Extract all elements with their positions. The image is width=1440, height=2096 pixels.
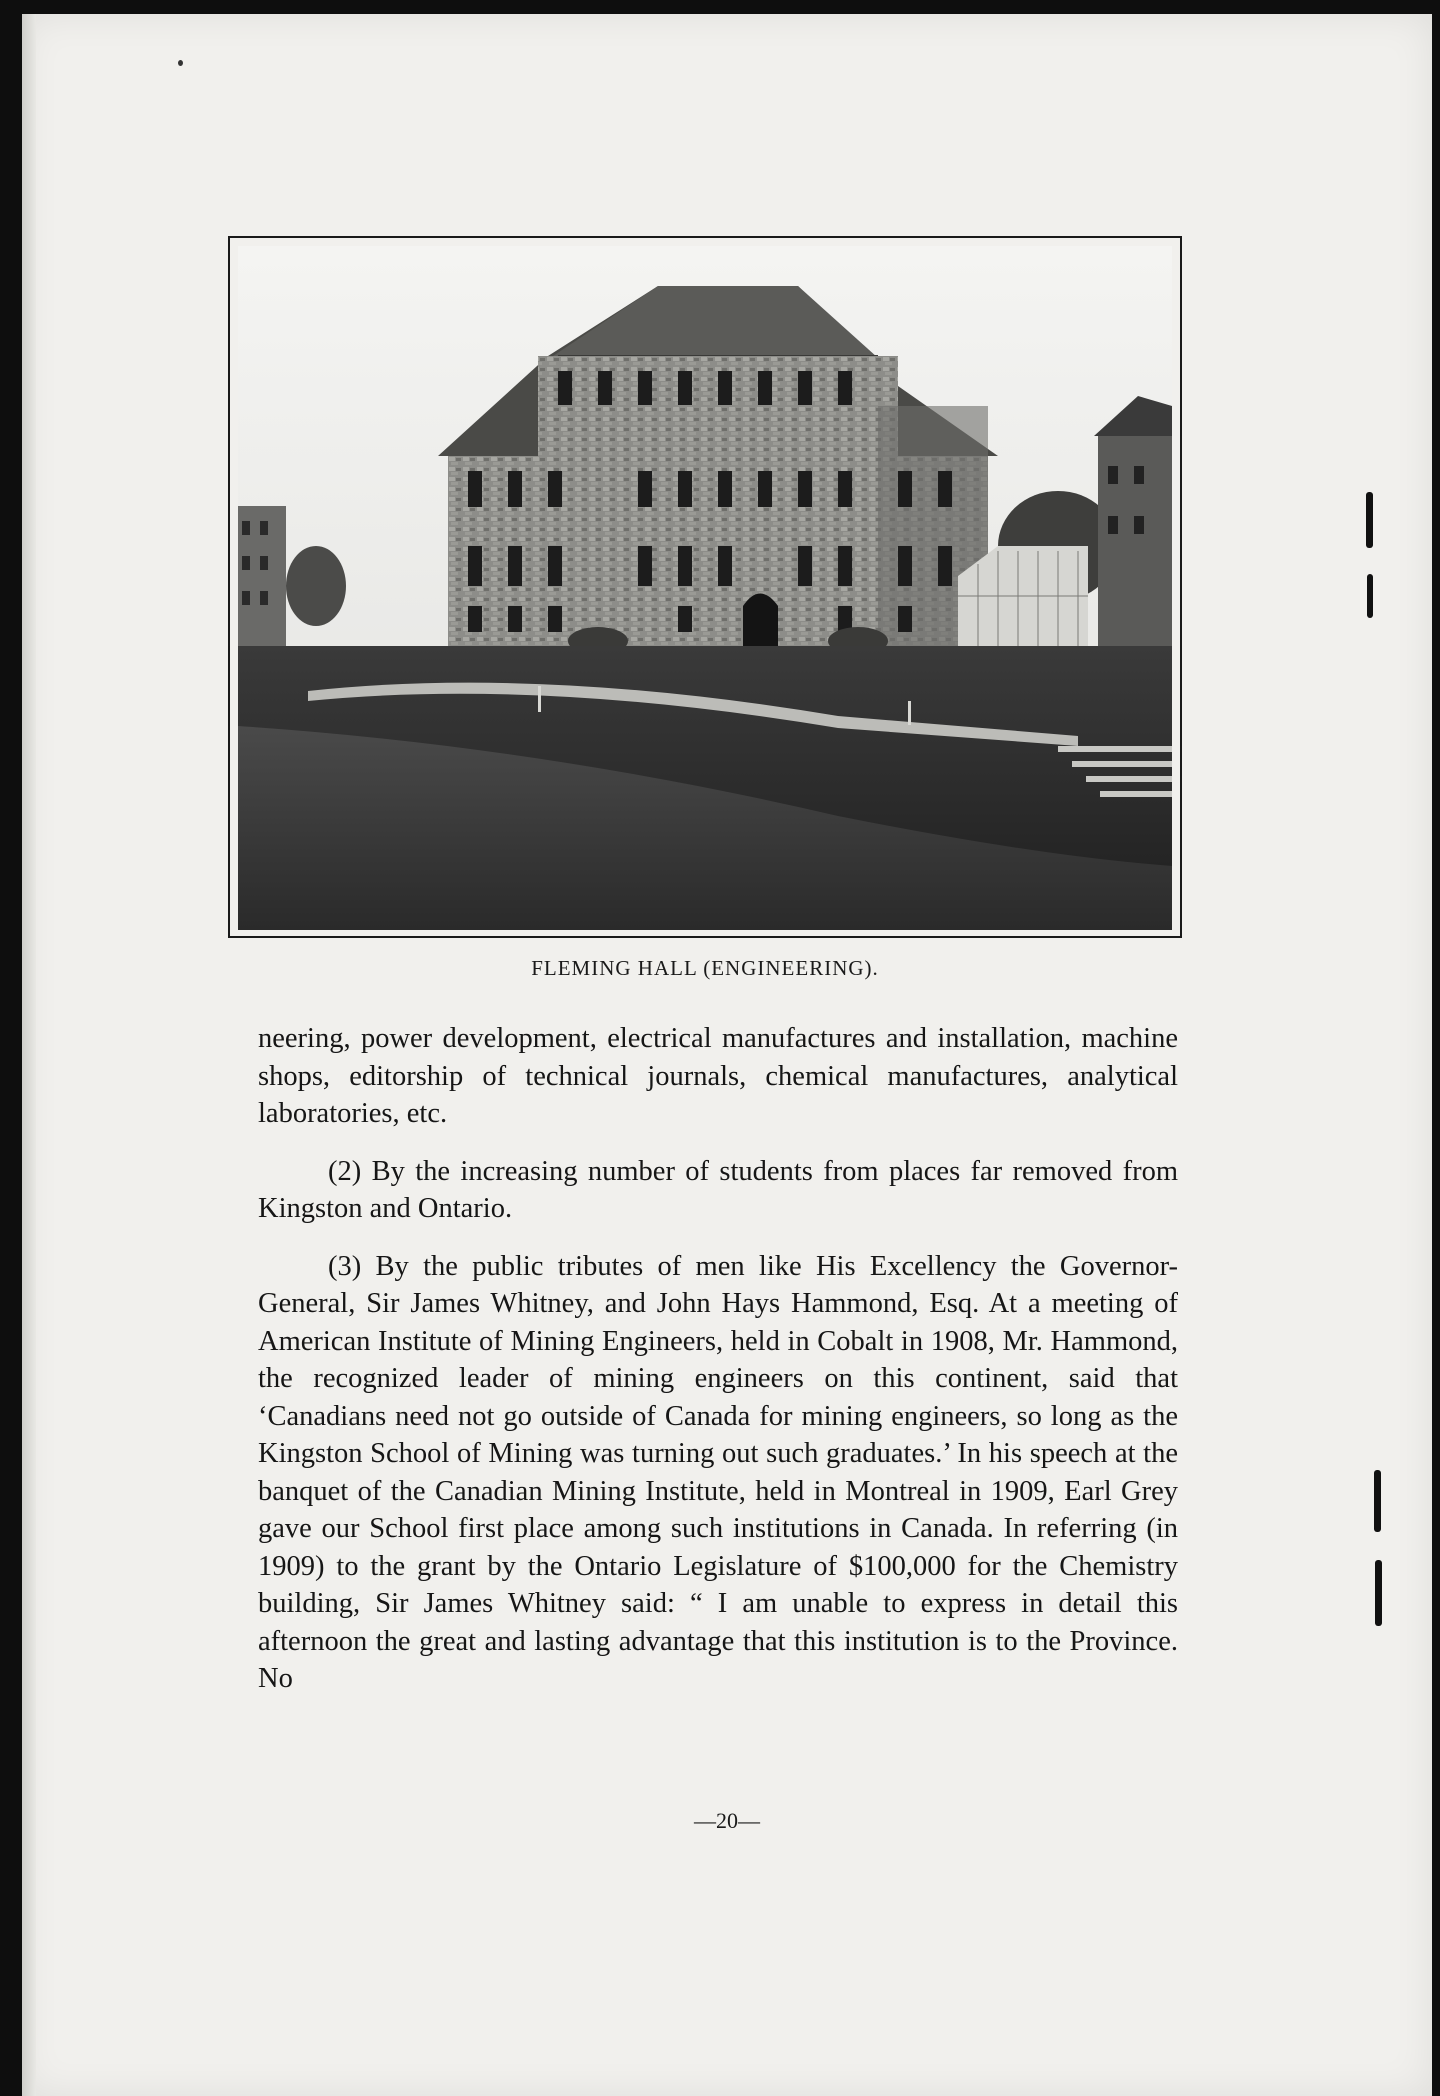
- building-photo-icon: [238, 246, 1172, 930]
- paragraph: (2) By the increasing number of students from places far removed from Kingston and Ontario.: [258, 1155, 1178, 1224]
- photo-caption: FLEMING HALL (ENGINEERING).: [531, 956, 879, 980]
- binding-mark: [1375, 1560, 1382, 1626]
- binding-mark: [1374, 1470, 1381, 1532]
- book-page: [22, 14, 1432, 2096]
- page-edge: [22, 14, 36, 2096]
- binding-mark: [1367, 574, 1373, 618]
- page-number: —20—: [694, 1808, 760, 1833]
- paragraph: neering, power development, electrical manufactures and installation, machine shops, editorship of technical journals, chemical manufactures, analytical laboratories, etc.: [258, 1023, 1178, 1129]
- photo-frame: [228, 236, 1182, 938]
- binding-mark: [1366, 492, 1373, 548]
- body-text: [258, 1020, 1178, 1718]
- paragraph: (3) By the public tributes of men like His Excellency the Governor-General, Sir James Whitney, and John Hays Hammond, Esq. At a meeting of American Institute of Mining Engineers, held in Cobalt in 1908, Mr. Hammond, the recognized leader of mining engineers on this continent, said that ‘Canadians need not go outside of Canada for mining engineers, so long as the Kingston School of Mining was turning out such graduates.’ In his speech at the banquet of the Canadian Mining Institute, held in Montreal in 1909, Earl Grey gave our School first place among such institutions in Canada. In referring (in 1909) to the grant by the Ontario Legislature of $100,000 for the Chemistry building, Sir James Whitney said: “ I am unable to express in detail this afternoon the great and lasting advantage that this institution is to the Province. No: [258, 1250, 1178, 1694]
- speck: [178, 60, 183, 66]
